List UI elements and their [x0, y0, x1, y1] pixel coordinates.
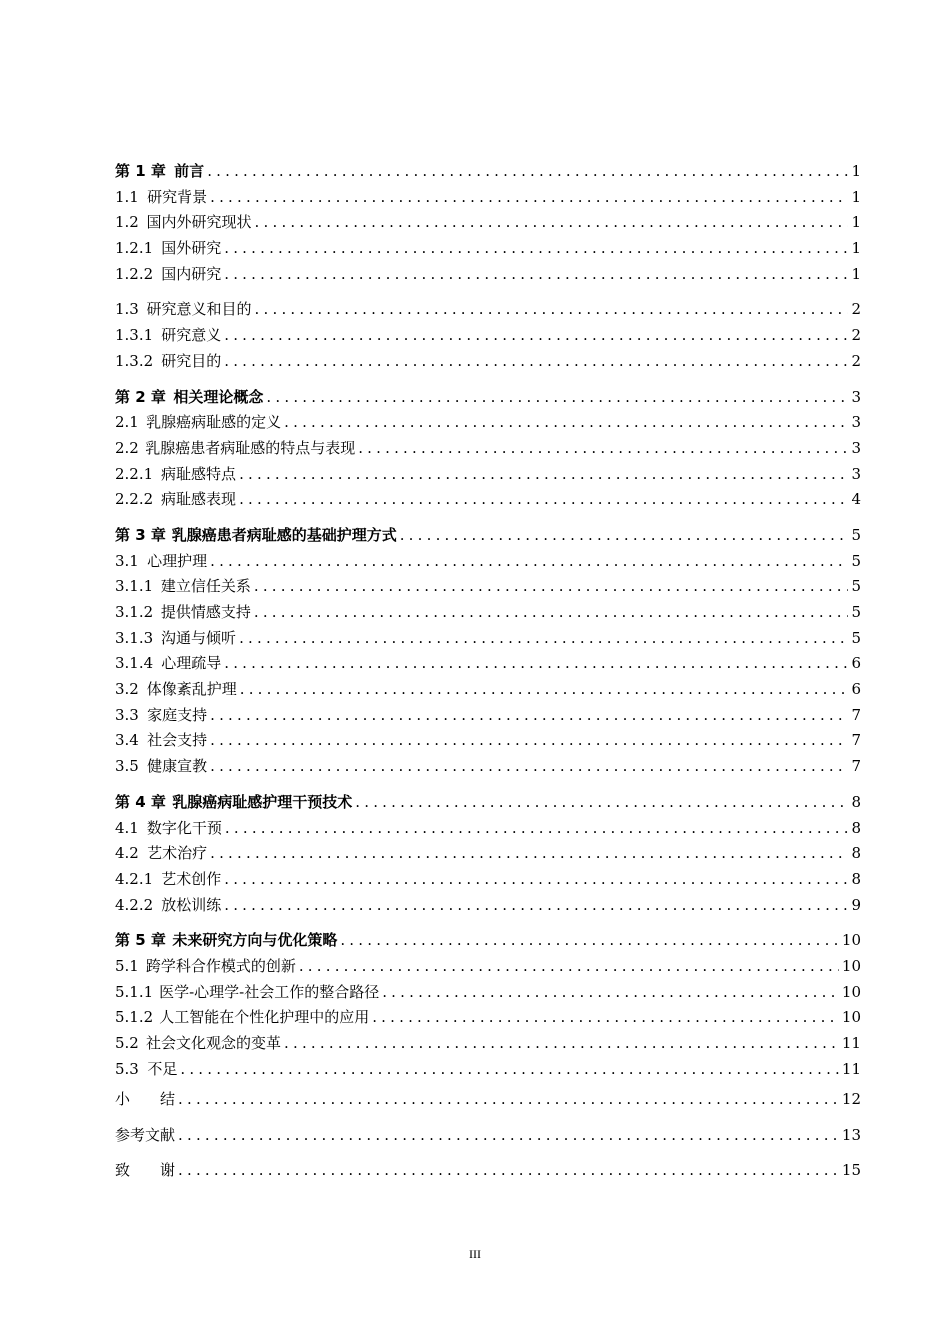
- toc-entry[interactable]: [115, 574, 861, 600]
- toc-entry-page-number: 2: [851, 326, 861, 345]
- toc-entry-page-number: 1: [851, 187, 861, 206]
- toc-entry-number: 3.4: [115, 731, 139, 750]
- toc-entry-number: 第 1 章: [115, 162, 166, 180]
- toc-chapter-entry[interactable]: [115, 523, 861, 549]
- toc-dot-leader: [224, 323, 848, 349]
- toc-entry[interactable]: [115, 349, 861, 375]
- toc-entry[interactable]: [115, 262, 861, 288]
- toc-dot-leader: [400, 523, 849, 549]
- toc-entry-page-number: 1: [851, 239, 861, 258]
- toc-entry-title: 未来研究方向与优化策略: [172, 931, 338, 950]
- toc-entry-page-number: 11: [841, 1059, 861, 1078]
- toc-entry-page-number: 5: [851, 628, 861, 647]
- toc-entry-title: 艺术治疗: [147, 844, 208, 863]
- toc-dot-leader: [239, 462, 848, 488]
- toc-entry-page-number: 1: [851, 213, 861, 232]
- toc-entry[interactable]: [115, 893, 861, 919]
- toc-entry-page-number: 7: [851, 757, 861, 776]
- toc-entry-page-number: 3: [851, 438, 861, 457]
- toc-entry-number: 5.3: [115, 1059, 139, 1078]
- toc-entry[interactable]: [115, 867, 861, 893]
- page-number-footer: III: [469, 1247, 481, 1261]
- toc-entry-number: 1.3.2: [115, 351, 154, 370]
- toc-entry-page-number: 2: [851, 300, 861, 319]
- toc-entry-number: 1.2: [115, 213, 139, 232]
- toc-chapter-entry[interactable]: [115, 385, 861, 411]
- toc-entry-page-number: 6: [851, 680, 861, 699]
- toc-dot-leader: [178, 1118, 839, 1154]
- toc-entry-number: 4.2.2: [115, 895, 154, 914]
- toc-entry-page-number: 11: [841, 1034, 861, 1052]
- toc-dot-leader: [225, 816, 849, 842]
- toc-entry-title: 跨学科合作模式的创新: [145, 956, 296, 975]
- toc-dot-leader: [210, 754, 848, 780]
- toc-entry[interactable]: [115, 323, 861, 349]
- toc-entry-number: 1.3.1: [115, 326, 154, 345]
- toc-entry-title: 病耻感特点: [161, 464, 237, 483]
- toc-entry-page-number: 5: [851, 551, 861, 570]
- toc-dot-leader: [255, 297, 849, 323]
- toc-entry-title: 沟通与倾听: [161, 628, 237, 647]
- toc-entry-title: 参考文献: [115, 1125, 176, 1144]
- toc-entry[interactable]: [115, 236, 861, 262]
- toc-entry-number: 4.1: [115, 818, 139, 837]
- toc-entry-title: 前言: [174, 162, 205, 180]
- toc-entry[interactable]: [115, 549, 861, 575]
- toc-entry-page-number: 6: [851, 654, 861, 673]
- table-of-contents: [115, 159, 861, 1189]
- toc-entry-page-number: 4: [851, 490, 861, 509]
- toc-entry-number: 4.2.1: [115, 869, 154, 888]
- toc-dot-leader: [358, 436, 848, 462]
- toc-dot-leader: [224, 349, 848, 375]
- toc-entry-title: 心理护理: [147, 551, 208, 570]
- toc-chapter-entry[interactable]: [115, 928, 861, 954]
- toc-entry-number: 第 4 章: [115, 792, 166, 811]
- toc-entry-number: 5.1: [115, 956, 139, 975]
- toc-entry[interactable]: [115, 816, 861, 842]
- toc-entry[interactable]: [115, 600, 861, 626]
- toc-entry-number: 3.1.2: [115, 603, 154, 621]
- toc-entry[interactable]: [115, 410, 861, 436]
- toc-entry-title: 研究意义: [161, 326, 222, 345]
- toc-entry-page-number: 10: [841, 982, 861, 1001]
- toc-dot-leader: [224, 651, 848, 677]
- toc-entry-number: 2.2: [115, 438, 139, 457]
- toc-entry-title: 乳腺癌患者病耻感的基础护理方式: [171, 525, 397, 544]
- toc-entry[interactable]: [115, 841, 861, 867]
- toc-dot-leader: [254, 600, 849, 626]
- toc-entry[interactable]: [115, 980, 861, 1006]
- toc-entry-number: 4.2: [115, 844, 139, 863]
- toc-entry-title: 致 谢: [115, 1161, 176, 1180]
- toc-dot-leader: [224, 867, 848, 893]
- toc-entry-title: 国外研究: [161, 239, 222, 258]
- toc-dot-leader: [178, 1153, 839, 1189]
- toc-backmatter-entry[interactable]: [115, 1153, 861, 1189]
- toc-entry-title: 医学-心理学-社会工作的整合路径: [159, 982, 380, 1001]
- toc-entry[interactable]: [115, 703, 861, 729]
- toc-entry-number: 3.2: [115, 680, 139, 699]
- toc-chapter-entry[interactable]: [115, 159, 861, 185]
- toc-dot-leader: [284, 410, 848, 436]
- toc-dot-leader: [180, 1057, 839, 1083]
- toc-entry[interactable]: [115, 677, 861, 703]
- toc-dot-leader: [224, 262, 848, 288]
- toc-entry-number: 5.1.1: [115, 982, 154, 1001]
- toc-entry-title: 研究意义和目的: [146, 300, 252, 319]
- toc-entry-number: 3.5: [115, 757, 139, 776]
- toc-entry-title: 国内外研究现状: [146, 213, 252, 232]
- toc-entry-title: 数字化干预: [146, 818, 222, 837]
- toc-entry-title: 小 结: [115, 1090, 176, 1109]
- toc-entry-page-number: 1: [851, 264, 861, 283]
- toc-dot-leader: [239, 626, 848, 652]
- toc-dot-leader: [254, 574, 849, 600]
- toc-dot-leader: [224, 893, 848, 919]
- toc-entry-number: 第 5 章: [115, 931, 166, 950]
- toc-entry-title: 乳腺癌病耻感护理干预技术: [172, 792, 353, 811]
- toc-entry-page-number: 12: [841, 1090, 861, 1109]
- toc-chapter-entry[interactable]: [115, 790, 861, 816]
- toc-entry-title: 相关理论概念: [173, 387, 264, 406]
- toc-dot-leader: [299, 954, 839, 980]
- toc-entry-title: 社会支持: [147, 731, 208, 750]
- toc-entry-number: 第 3 章: [115, 525, 166, 544]
- toc-dot-leader: [284, 1031, 839, 1057]
- toc-entry-page-number: 3: [851, 464, 861, 483]
- toc-entry-page-number: 8: [851, 792, 861, 811]
- toc-entry-number: 2.2.1: [115, 464, 154, 483]
- toc-entry-title: 乳腺癌病耻感的定义: [146, 413, 282, 432]
- toc-entry-page-number: 1: [851, 162, 861, 180]
- toc-entry-number: 3.1: [115, 551, 139, 570]
- toc-entry-page-number: 8: [851, 818, 861, 837]
- toc-entry[interactable]: [115, 462, 861, 488]
- toc-entry[interactable]: [115, 728, 861, 754]
- toc-entry-title: 不足: [147, 1059, 178, 1078]
- toc-entry[interactable]: [115, 626, 861, 652]
- toc-entry-title: 放松训练: [161, 895, 222, 914]
- toc-entry[interactable]: [115, 436, 861, 462]
- toc-entry-page-number: 7: [851, 731, 861, 750]
- toc-entry-title: 提供情感支持: [160, 603, 251, 621]
- toc-entry-page-number: 5: [851, 577, 861, 596]
- toc-dot-leader: [255, 210, 849, 236]
- toc-entry-number: 1.3: [115, 300, 139, 319]
- toc-dot-leader: [210, 703, 848, 729]
- toc-entry[interactable]: [115, 210, 861, 236]
- toc-entry[interactable]: [115, 754, 861, 780]
- toc-backmatter-entry[interactable]: [115, 1082, 861, 1118]
- toc-entry-page-number: 3: [851, 413, 861, 432]
- toc-entry-number: 1.2.2: [115, 264, 154, 283]
- toc-entry-number: 2.1: [115, 413, 139, 432]
- toc-backmatter-entry[interactable]: [115, 1118, 861, 1154]
- toc-entry-number: 3.3: [115, 705, 139, 724]
- toc-entry-number: 5.2: [115, 1034, 139, 1052]
- toc-entry-page-number: 15: [841, 1161, 861, 1180]
- toc-dot-leader: [382, 980, 839, 1006]
- toc-entry-number: 1.1: [115, 187, 139, 206]
- toc-dot-leader: [210, 841, 848, 867]
- toc-entry-title: 体像紊乱护理: [146, 680, 237, 699]
- toc-dot-leader: [340, 928, 839, 954]
- toc-entry-title: 家庭支持: [147, 705, 208, 724]
- toc-entry-page-number: 7: [851, 705, 861, 724]
- toc-entry-page-number: 3: [851, 387, 861, 406]
- toc-entry-title: 人工智能在个性化护理中的应用: [159, 1008, 370, 1027]
- toc-dot-leader: [207, 159, 848, 185]
- toc-dot-leader: [210, 549, 848, 575]
- toc-entry-title: 研究目的: [161, 351, 222, 370]
- toc-entry[interactable]: [115, 1057, 861, 1083]
- toc-entry-title: 艺术创作: [161, 869, 222, 888]
- toc-entry-number: 3.1.3: [115, 628, 154, 647]
- toc-dot-leader: [178, 1082, 839, 1118]
- toc-dot-leader: [210, 728, 848, 754]
- toc-entry[interactable]: [115, 297, 861, 323]
- toc-entry-page-number: 13: [841, 1125, 861, 1144]
- toc-entry-number: 1.2.1: [115, 239, 154, 258]
- toc-entry-title: 研究背景: [147, 187, 208, 206]
- toc-dot-leader: [240, 677, 849, 703]
- toc-entry[interactable]: [115, 1031, 861, 1057]
- toc-entry-number: 2.2.2: [115, 490, 154, 509]
- toc-entry-page-number: 5: [851, 603, 861, 621]
- toc-entry-number: 3.1.4: [115, 654, 154, 673]
- toc-dot-leader: [239, 487, 848, 513]
- toc-entry-page-number: 5: [851, 525, 861, 544]
- toc-entry[interactable]: [115, 185, 861, 211]
- toc-entry-title: 建立信任关系: [160, 577, 251, 596]
- toc-entry-title: 健康宣教: [147, 757, 208, 776]
- toc-dot-leader: [372, 1005, 839, 1031]
- toc-dot-leader: [266, 385, 848, 411]
- toc-entry-title: 社会文化观念的变革: [146, 1034, 282, 1052]
- toc-entry[interactable]: [115, 954, 861, 980]
- toc-entry-page-number: 10: [841, 1008, 861, 1027]
- toc-dot-leader: [210, 185, 848, 211]
- toc-entry-number: 5.1.2: [115, 1008, 154, 1027]
- toc-entry-title: 乳腺癌患者病耻感的特点与表现: [145, 438, 356, 457]
- toc-entry-title: 国内研究: [161, 264, 222, 283]
- toc-dot-leader: [224, 236, 848, 262]
- toc-entry-page-number: 10: [841, 956, 861, 975]
- toc-entry-title: 病耻感表现: [161, 490, 237, 509]
- toc-entry-title: 心理疏导: [161, 654, 222, 673]
- toc-entry-number: 第 2 章: [115, 387, 166, 406]
- toc-entry-page-number: 8: [851, 844, 861, 863]
- toc-entry-page-number: 9: [851, 895, 861, 914]
- toc-entry[interactable]: [115, 487, 861, 513]
- toc-dot-leader: [355, 790, 848, 816]
- toc-entry-page-number: 10: [841, 931, 861, 950]
- toc-entry-page-number: 8: [851, 869, 861, 888]
- toc-entry-page-number: 2: [851, 351, 861, 370]
- toc-entry[interactable]: [115, 1005, 861, 1031]
- toc-entry[interactable]: [115, 651, 861, 677]
- toc-entry-number: 3.1.1: [115, 577, 154, 596]
